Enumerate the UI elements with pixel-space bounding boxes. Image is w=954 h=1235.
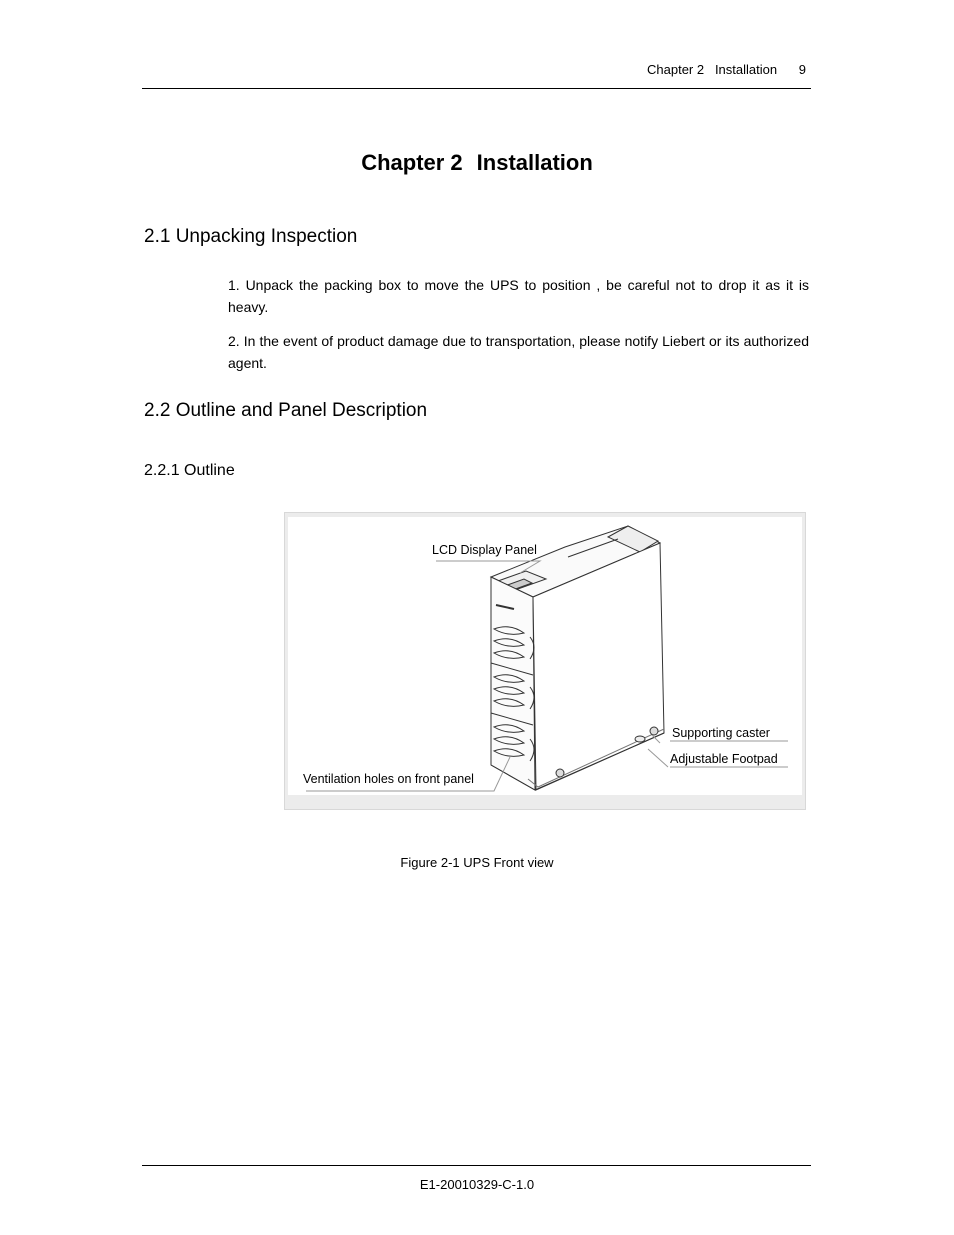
figure-canvas	[288, 517, 802, 795]
footer-doc-id: E1-20010329-C-1.0	[419, 1177, 535, 1192]
callout-adjustable-footpad: Adjustable Footpad	[670, 752, 778, 766]
callout-lcd-display-panel: LCD Display Panel	[432, 543, 537, 557]
header-section: Installation	[714, 62, 778, 77]
section-heading-2-2-1: 2.2.1 Outline	[144, 462, 235, 479]
header-rule	[142, 88, 811, 89]
callout-supporting-caster: Supporting caster	[672, 726, 770, 740]
figure-ups-front-view	[284, 512, 806, 810]
chapter-title	[0, 150, 954, 176]
footer-rule	[142, 1165, 811, 1166]
callout-ventilation-holes: Ventilation holes on front panel	[303, 772, 474, 786]
section-heading-2-1: 2.1 Unpacking Inspection	[144, 226, 358, 247]
chapter-name: Installation	[476, 150, 593, 175]
paragraph-unpack: 1. Unpack the packing box to move the UPS to position , be careful not to drop it as it is heavy.	[228, 277, 809, 315]
page-number: 9	[798, 62, 806, 77]
chapter-number: Chapter 2	[361, 150, 463, 175]
paragraph-damage: 2. In the event of product damage due to transportation, please notify Liebert or its authorized agent.	[228, 333, 809, 371]
running-header	[647, 62, 806, 77]
header-chapter: Chapter 2	[647, 62, 705, 77]
figure-caption: Figure 2-1 UPS Front view	[400, 855, 554, 870]
section-heading-2-2: 2.2 Outline and Panel Description	[144, 400, 428, 421]
